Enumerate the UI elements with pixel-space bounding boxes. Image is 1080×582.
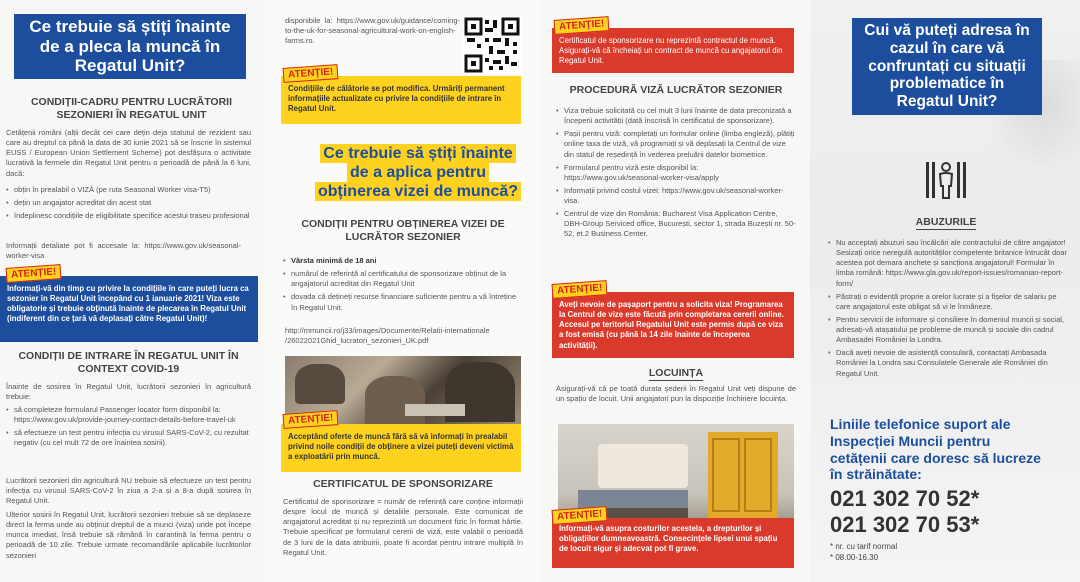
hotline-title: Liniile telefonice suport ale Inspecției Muncii pentru cetățenii care doresc să lucreze în străinătate: — [830, 416, 1041, 483]
housing-heading-text: LOCUINȚA — [648, 367, 704, 379]
panel-1 — [0, 0, 265, 582]
attention-box-2 — [281, 424, 521, 472]
tariff-note: * nr. cu tarif normal — [830, 542, 898, 551]
attention-text: Informați-vă asupra costurilor acestela, a drepturilor și obligațiilor dumneavoastră. Consecințele lipsei unui spațiu de locuit sigur și adecvat pot fi grave. — [559, 524, 778, 554]
list-item: • numărul de referință al certificatului de sponsorizare obținut de la angajatorul acreditat din Regatul Unit — [283, 269, 523, 289]
attention-box — [0, 276, 258, 342]
list-item: • Formularul pentru viză este disponibil la: https://www.gov.uk/seasonal-worker-visa/apply — [556, 163, 796, 183]
procedure-heading: PROCEDURĂ VIZĂ LUCRĂTOR SEZONIER — [569, 84, 783, 96]
abuse-figure-icon — [922, 156, 970, 204]
panel-3 — [540, 0, 810, 582]
guide-link[interactable]: http://mmuncii.ro/j33/images/Documente/Relatii-internationale /26022021Ghid_lucratori_sezonieri_UK.pdf — [285, 326, 490, 346]
cert-heading: CERTIFICATUL DE SPONSORIZARE — [313, 478, 493, 490]
attention-label: ATENȚIE! — [283, 64, 339, 83]
attention-text: Acceptând oferte de muncă fără să vă informați în prealabil privind noile condiții de obținere a vizei puteți deveni victimă a exploatării prin muncă. — [288, 432, 514, 462]
cert-text: Certificatul de sponsorizare = număr de referință care conține informații despre locul de muncă și detaliile personale. Este comunicat de angajatorul acreditat și nu reprezintă un document fizic în format hârtie. Trebuie specificat pe formularul cererii de viză, este valabil o perioadă de 3 luni de la data atribuirii, poate fi acordat pentru intrare multiplă în Regatul Unit. — [283, 497, 523, 557]
qr-code-icon — [463, 16, 521, 74]
attention-text: Condițiile de călătorie se pot modifica. Urmăriți permanent informațiile actualizate cu privire la condițiile de intrare în Regatul Unit. — [288, 84, 505, 114]
big-title-text: Ce trebuie să știți înainte de a aplica pentru obținerea vizei de muncă? — [315, 144, 521, 201]
covid-paragraph-2: Lucrătorii sezonieri din agricultură NU trebuie să efectueze un test pentru infecția cu virusul SARS-CoV-2 în ziua a 2-a și a 8-a după sosirea în Regatul Unit. — [6, 476, 251, 506]
housing-text: Asigurați-vă că pe toată durata șederii în Regatul Unit veți dispune de un spațiu de locuit. Unii angajatori pun la dispoziție închiriere locuința. — [556, 384, 796, 404]
panel-4 — [810, 0, 1080, 582]
visa-heading: CONDIȚII PENTRU OBȚINEREA VIZEI DE LUCRĂTOR SEZONIER — [301, 218, 505, 243]
list-item: • îndeplinesc condițiile de eligibilitate specifice acestui traseu profesional — [6, 211, 251, 221]
attention-label: ATENȚIE! — [283, 410, 339, 429]
attention-box — [552, 28, 794, 73]
covid-intro: Înainte de sosirea în Regatul Unit, lucrătorii sezonieri în agricultură trebuie: — [6, 382, 251, 402]
list-item: • obțin în prealabil o VIZĂ (pe ruta Seasonal Worker visa-T5) — [6, 185, 251, 195]
big-title — [313, 144, 523, 202]
abuse-heading-text: ABUZURILE — [915, 216, 977, 228]
phone-number-2: 021 302 70 53* — [830, 512, 980, 537]
list-item: • Centrul de vize din România: Bucharest Visa Application Centre, DBH-Group Serviced office, București, sector 1, strada Buzești nr. 50-52, et.2 Business Center. — [556, 209, 796, 239]
list-item: • Viza trebuie solicitată cu cel mult 3 luni înainte de data preconizată a începerii activității (dată înscrisă în certificatul de sponsorizare). — [556, 106, 796, 126]
list-item: • Pentru servicii de informare și consiliere în domeniul muncii și social, adresați-vă atașatului pe probleme de muncă și sociale din cadrul Ambasadei României la Londra. — [828, 315, 1068, 345]
covid-heading: CONDIȚII DE INTRARE ÎN REGATUL UNIT ÎN CONTEXT COVID-19 — [18, 350, 239, 375]
attention-label: ATENȚIE! — [6, 264, 62, 283]
guidance-link-text: disponibile la: https://www.gov.uk/guidance/coming-to-the-uk-for-seasonal-agricultural-work-on-english-farms.ro. — [285, 16, 460, 46]
conditions-intro: Cetățenii români (alții decât cei care dețin deja statutul de rezident sau care au dreptul ca până la data de 30 iunie 2021 să se înscrie în sistemul EUSS / European Union Settlement Scheme) pot desfășura o activitate lucrativă la fermele din Regatul Unit pentru o perioadă de până la 6 luni, dacă: — [6, 128, 251, 178]
abuse-list — [828, 238, 1068, 382]
abuse-heading — [826, 216, 1066, 230]
covid-list — [6, 405, 251, 452]
attention-text: Certificatul de sponsorizare nu reprezintă contractul de muncă. Asigurați-vă că încheiați un contract de muncă cu angajatorul din Regatul Unit. — [559, 36, 783, 66]
conditions-list — [6, 185, 251, 224]
list-item: • Informații privind costul vizei: https://www.gov.uk/seasonal-worker-visa. — [556, 186, 796, 206]
housing-heading — [556, 367, 796, 381]
list-item: • Vârsta minimă de 18 ani — [283, 256, 523, 266]
list-item: • Dacă aveți nevoie de asistență consulară, contactați Ambasada României la Londra sau Consulatele Generale ale României din Regatul Unit. — [828, 348, 1068, 378]
attention-label: ATENȚIE! — [552, 280, 608, 299]
attention-box-3 — [552, 518, 794, 568]
list-item: • să completeze formularul Passenger locator form disponibil la: https://www.gov.uk/provide-journey-contact-details-before-travel-uk — [6, 405, 251, 425]
attention-text: Aveți nevoie de pașaport pentru a solicita viza! Programarea la Centrul de vize este făcută prin completarea cererii online. Accesul pe teritoriul Regatului Unit este permis după ce viza a fost emisă (cu până la 14 zile înainte de începerea activității). — [559, 300, 784, 350]
attention-text: Informați-vă din timp cu privire la condițiile în care puteți lucra ca sezonier în Regatul Unit începând cu 1 ianuarie 2021! Viza este obligatorie și trebuie obținută înainte de plecarea în Regatul Unit (indiferent din ce țară vă deplasați către Regatul Unit)! — [7, 284, 249, 324]
panel1-title: Ce trebuie să știți înainte de a pleca la muncă în Regatul Unit? — [14, 14, 246, 79]
covid-paragraph-3: Ulterior sosirii în Regatul Unit, lucrătorii sezonieri trebuie să se deplaseze direct la ferma unde au obținut dreptul de a munci (viza) unde pot începe munca imediat, însă trebuie să rămână în carantină la ferma pentru o perioadă de 10 zile. Trebuie urmate recomandările aplicabile lucrătorilor sezonieri — [6, 510, 251, 560]
list-item: • dețin un angajator acreditat din acest stat — [6, 198, 251, 208]
conditions-heading: CONDIȚII-CADRU PENTRU LUCRĂTORII SEZONIERI ÎN REGATUL UNIT — [30, 96, 233, 121]
panel-2 — [265, 0, 540, 582]
list-item: • Nu acceptați abuzuri sau încălcări ale contractului de către angajator! Sesizați orice neregulă autorităților competente britanice întrucât doar acestea pot demara anchete și sancționa angajatorul! Formular în limba română: https://www.gla.gov.uk/report-issues/romanian-report-form/ — [828, 238, 1068, 289]
procedure-list — [556, 106, 796, 243]
phone-number-1: 021 302 70 52* — [830, 486, 980, 511]
attention-box — [281, 76, 521, 124]
attention-box-2 — [552, 292, 794, 358]
list-item: • Pașii pentru viză: completați un formular online (limba engleză), plătiți online taxa de viză, vă programați și vă deplasați la Centrul de vize din statul de reședință în vederea preluării datelor biometrice. — [556, 129, 796, 159]
list-item: • Păstrați o evidență proprie a orelor lucrate și a fișelor de salariu pe care angajatorul este obligat să vi le înmâneze. — [828, 292, 1068, 312]
attention-label: ATENȚIE! — [552, 506, 608, 525]
info-line: Informații detaliate pot fi accesate la: https://www.gov.uk/seasonal-worker-visa — [6, 241, 241, 261]
panel4-title: Cui vă puteți adresa în cazul în care vă confruntați cu situații problematice în Regatul Unit? — [852, 18, 1042, 115]
list-item: • dovada că dețineți resurse financiare suficiente pentru a vă întreține în Regatul Unit. — [283, 292, 523, 312]
visa-list — [283, 256, 523, 316]
list-item: • să efectueze un test pentru infecția cu virusul SARS-CoV-2, cu rezultat negativ (cu cel mult 72 de ore înaintea sosirii). — [6, 428, 251, 448]
attention-label: ATENȚIE! — [554, 16, 610, 35]
hours-note: * 08.00-16.30 — [830, 553, 879, 562]
